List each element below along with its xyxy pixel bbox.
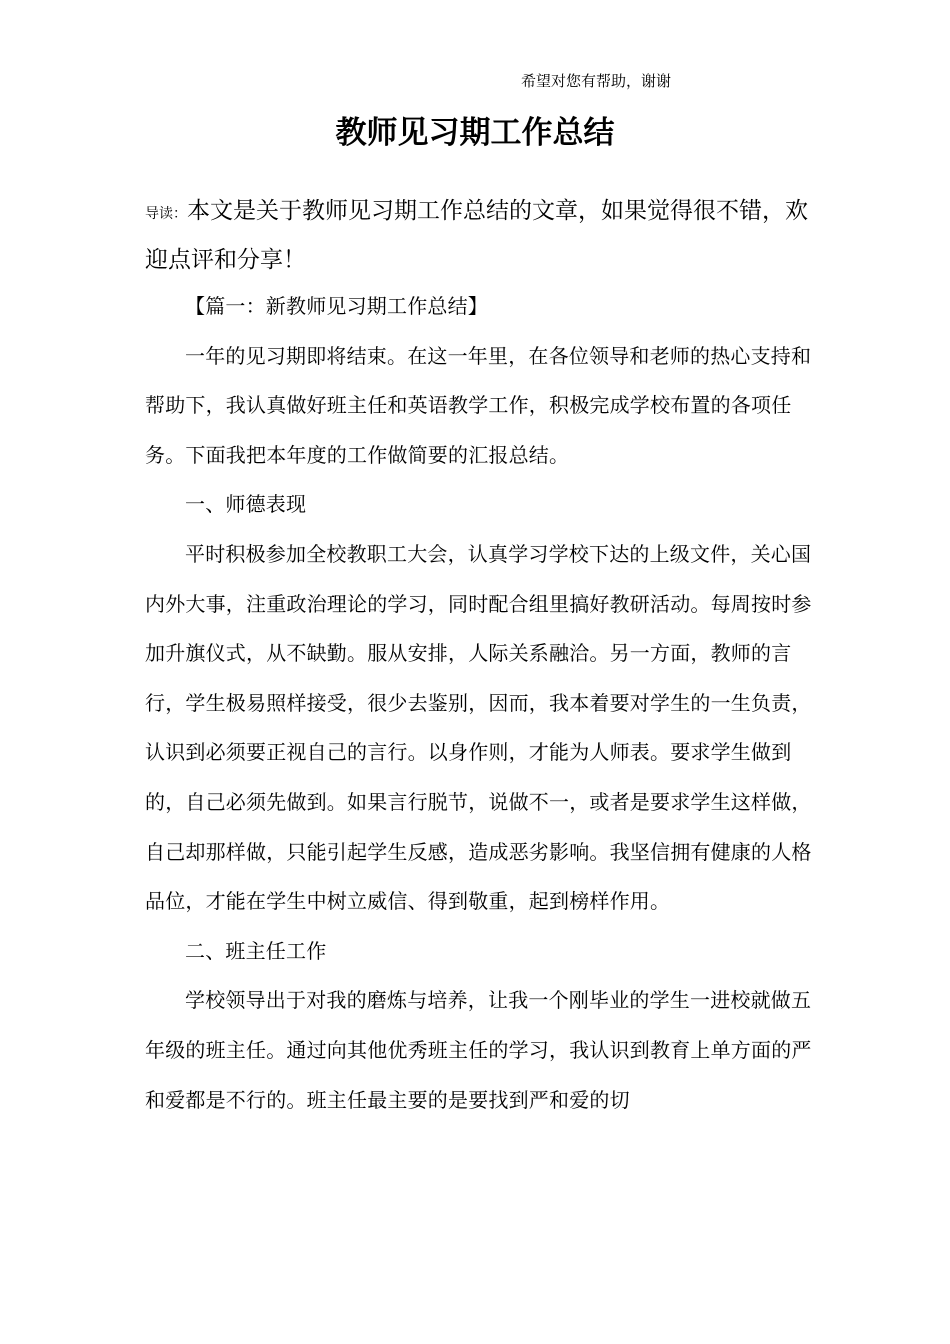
document-body xyxy=(145,282,825,1125)
intro-paragraph xyxy=(145,188,825,283)
body-paragraph: 平时积极参加全校教职工大会，认真学习学校下达的上级文件，关心国内外大事，注重政治理论的学习，同时配合组里搞好教研活动。每周按时参加升旗仪式，从不缺勤。服从安排，人际关系融洽。另一方面，教师的言行，学生极易照样接受，很少去鉴别，因而，我本着要对学生的一生负责，认识到必须要正视自己的言行。以身作则，才能为人师表。要求学生做到的，自己必须先做到。如果言行脱节，说做不一，或者是要求学生这样做，自己却那样做，只能引起学生反感，造成恶劣影响。我坚信拥有健康的人格品位，才能在学生中树立威信、得到敬重，起到榜样作用。 xyxy=(145,541,812,914)
section-heading-part-one: 【篇一：新教师见习期工作总结】 xyxy=(185,294,488,318)
header-note: 希望对您有帮助，谢谢 xyxy=(521,72,672,90)
body-paragraph: 学校领导出于对我的磨炼与培养，让我一个刚毕业的学生一进校就做五年级的班主任。通过向其他优秀班主任的学习，我认识到教育上单方面的严和爱都是不行的。班主任最主要的是要找到严和爱的切 xyxy=(145,988,812,1112)
intro-text: 本文是关于教师见习期工作总结的文章，如果觉得很不错，欢迎点评和分享！ xyxy=(145,198,808,273)
body-paragraph: 一年的见习期即将结束。在这一年里，在各位领导和老师的热心支持和帮助下，我认真做好班主任和英语教学工作，积极完成学校布置的各项任务。下面我把本年度的工作做简要的汇报总结。 xyxy=(145,343,812,467)
intro-label: 导读： xyxy=(145,206,187,222)
document-title: 教师见习期工作总结 xyxy=(335,115,615,151)
section-heading: 一、师德表现 xyxy=(185,492,307,517)
section-heading: 二、班主任工作 xyxy=(185,938,327,963)
